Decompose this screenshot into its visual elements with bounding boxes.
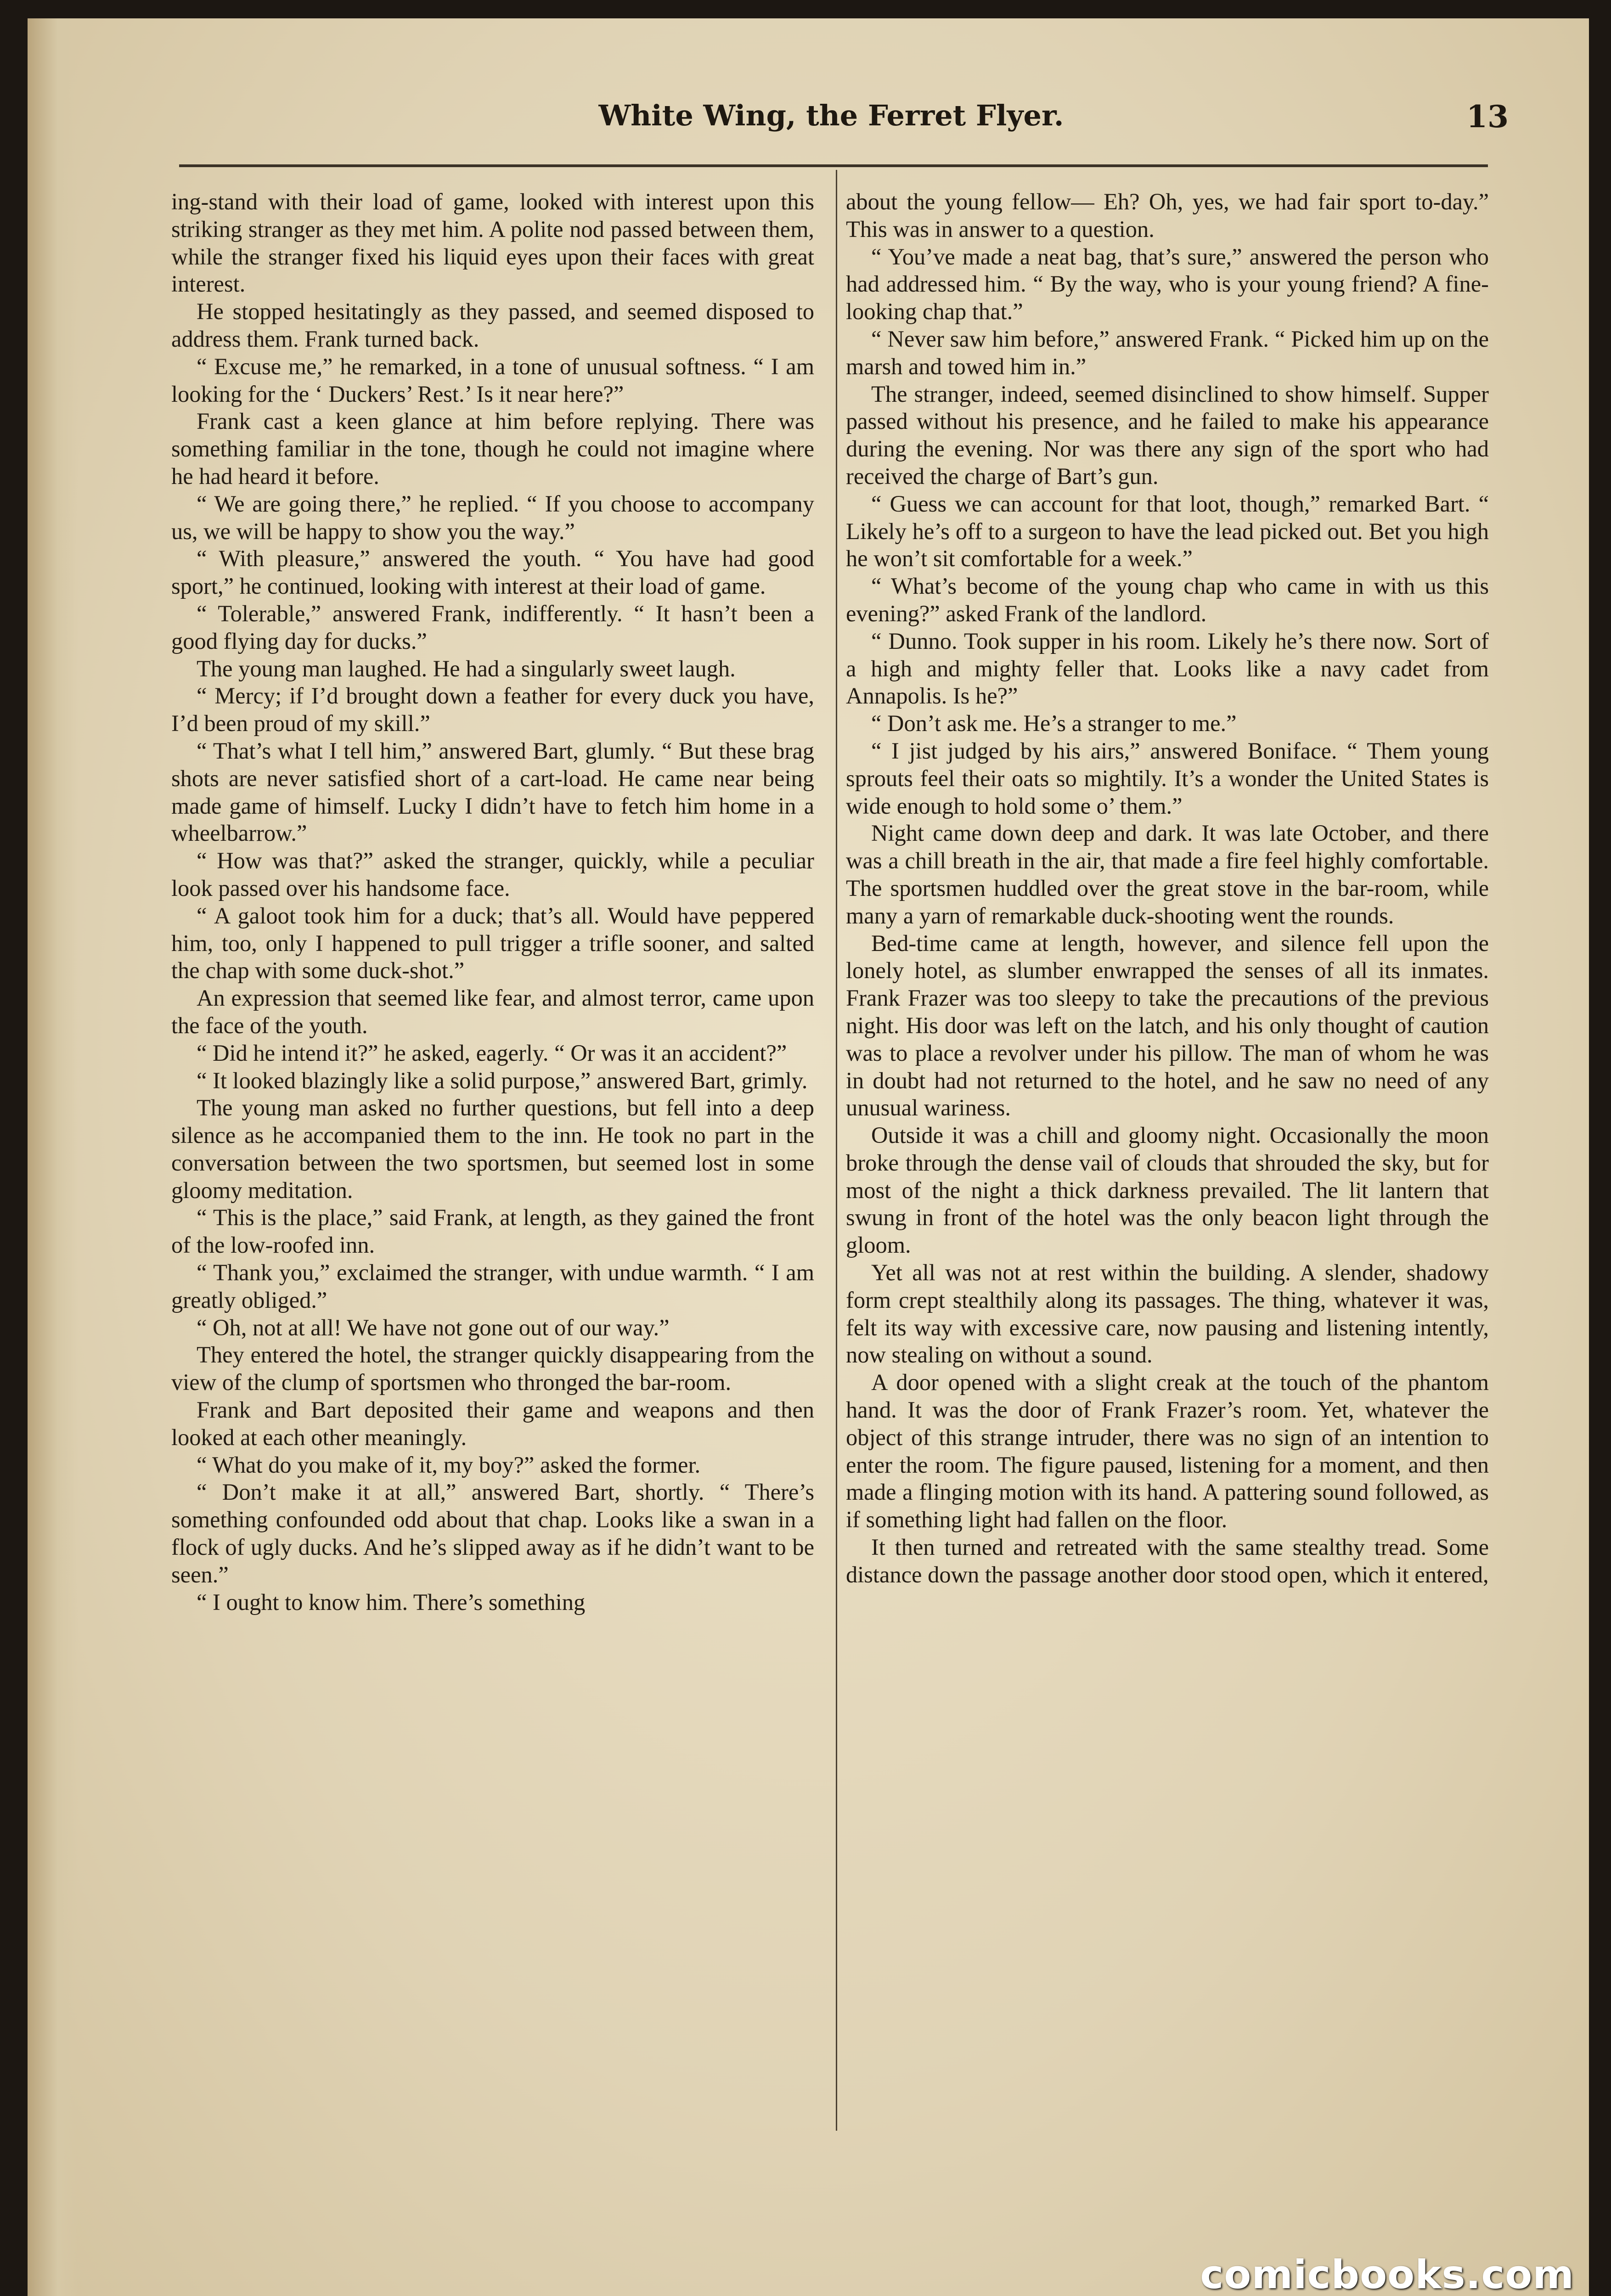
paragraph: “ How was that?” asked the stranger, quickly, while a peculiar look passed over his handsome face. — [171, 848, 814, 901]
right-column — [846, 188, 1489, 2144]
binding-shadow — [28, 18, 78, 2296]
paragraph: “ Don’t make it at all,” answered Bart, shortly. “ There’s something confounded odd about that chap. Looks like a swan in a flock of ugly ducks. And he’s slipped away as if he didn’t want to be seen.” — [171, 1479, 814, 1587]
paragraph: “ Mercy; if I’d brought down a feather for every duck you have, I’d been proud of my skill.” — [171, 683, 814, 737]
paragraph: “ I jist judged by his airs,” answered Boniface. “ Them young sprouts feel their oats so mightily. It’s a wonder the United States is wide enough to hold some o’ them.” — [846, 737, 1489, 819]
header-rule — [179, 164, 1488, 167]
paragraph: “ With pleasure,” answered the youth. “ You have had good sport,” he continued, looking with interest at their load of game. — [171, 546, 814, 599]
paragraph: Frank cast a keen glance at him before replying. There was something familiar in the tone, though he could not imagine where he had heard it before. — [171, 408, 814, 489]
paragraph: Bed-time came at length, however, and silence fell upon the lonely hotel, as slumber enwrapped the senses of all its inmates. Frank Frazer was too sleepy to take the precautions of the previous night. His door was left on the latch, and his only thought of caution was to place a revolver under his pillow. The man of whom he was in doubt had not returned to the hotel, and he saw no need of any unusual wariness. — [846, 930, 1489, 1121]
site-watermark: comicbooks.com — [1200, 2252, 1574, 2296]
left-column — [171, 188, 814, 2144]
paragraph: “ Never saw him before,” answered Frank. “ Picked him up on the marsh and towed him in.” — [846, 326, 1489, 379]
paragraph: “ What’s become of the young chap who came in with us this evening?” asked Frank of the landlord. — [846, 573, 1489, 626]
paragraph: “ Dunno. Took supper in his room. Likely he’s there now. Sort of a high and mighty feller that. Looks like a navy cadet from Annapolis. Is he?” — [846, 628, 1489, 709]
paragraph: “ Did he intend it?” he asked, eagerly. “ Or was it an accident?” — [197, 1040, 787, 1066]
running-title: White Wing, the Ferret Flyer. — [598, 99, 1064, 132]
paragraph: “ Thank you,” exclaimed the stranger, with undue warmth. “ I am greatly obliged.” — [171, 1260, 814, 1313]
paragraph: “ You’ve made a neat bag, that’s sure,” answered the person who had addressed him. “ By the way, who is your young friend? A fine-looking chap that.” — [846, 243, 1489, 325]
paragraph: Yet all was not at rest within the building. A slender, shadowy form crept stealthily along its passages. The thing, whatever it was, felt its way with excessive care, now pausing and listening intently, now stealing on without a sound. — [846, 1260, 1489, 1368]
paragraph: He stopped hesitatingly as they passed, and seemed disposed to address them. Frank turned back. — [171, 298, 814, 352]
column-rule — [836, 170, 837, 2131]
paragraph: It then turned and retreated with the same stealthy tread. Some distance down the passage another door stood open, which it entered, — [846, 1534, 1489, 1587]
paragraph: They entered the hotel, the stranger quickly disappearing from the view of the clump of sportsmen who thronged the bar-room. — [171, 1342, 814, 1396]
paragraph: The stranger, indeed, seemed disinclined to show himself. Supper passed without his presence, and he failed to make his appearance during the evening. Nor was there any sign of the sport who had received the charge of Bart’s gun. — [846, 381, 1489, 489]
paragraph: “ What do you make of it, my boy?” asked the former. — [197, 1452, 701, 1478]
paragraph: “ That’s what I tell him,” answered Bart, glumly. “ But these brag shots are never satisfied short of a cart-load. He came near being made game of himself. Lucky I didn’t have to fetch him home in a wheelbarrow.” — [171, 737, 814, 846]
paragraph: An expression that seemed like fear, and almost terror, came upon the face of the youth. — [171, 985, 814, 1038]
paragraph: ing-stand with their load of game, looked with interest upon this striking stranger as they met him. A polite nod passed between them, while the stranger fixed his liquid eyes upon their faces with great interest. — [171, 189, 814, 297]
page-number: 13 — [1466, 99, 1509, 135]
paragraph: “ Tolerable,” answered Frank, indifferently. “ It hasn’t been a good flying day for ducks.” — [171, 600, 814, 654]
paragraph: “ Don’t ask me. He’s a stranger to me.” — [871, 710, 1237, 737]
paragraph: “ Oh, not at all! We have not gone out of our way.” — [197, 1314, 670, 1340]
paragraph: A door opened with a slight creak at the touch of the phantom hand. It was the door of Frank Frazer’s room. Yet, whatever the object of this strange intruder, there was no sign of an intention to enter the room. The figure paused, listening for a moment, and then made a flinging motion with its hand. A pattering sound followed, as if something light had fallen on the floor. — [846, 1369, 1489, 1533]
paper-sheet — [28, 18, 1589, 2296]
paragraph: “ I ought to know him. There’s something — [197, 1589, 586, 1615]
paragraph: The young man laughed. He had a singularly sweet laugh. — [197, 655, 736, 681]
paragraph: Night came down deep and dark. It was late October, and there was a chill breath in the air, that made a fire feel highly comfortable. The sportsmen huddled over the great stove in the bar-room, while many a yarn of remarkable duck-shooting went the rounds. — [846, 820, 1489, 929]
paragraph: “ Guess we can account for that loot, though,” remarked Bart. “ Likely he’s off to a surgeon to have the lead picked out. Bet you high he won’t sit comfortable for a week.” — [846, 490, 1489, 572]
paragraph: “ This is the place,” said Frank, at length, as they gained the front of the low-roofed inn. — [171, 1204, 814, 1258]
paragraph: Frank and Bart deposited their game and weapons and then looked at each other meaningly. — [171, 1397, 814, 1450]
paragraph: “ It looked blazingly like a solid purpose,” answered Bart, grimly. — [197, 1067, 808, 1093]
paragraph: “ We are going there,” he replied. “ If you choose to accompany us, we will be happy to show you the way.” — [171, 490, 814, 544]
paragraph: “ Excuse me,” he remarked, in a tone of unusual softness. “ I am looking for the ‘ Duckers’ Rest.’ Is it near here?” — [171, 353, 814, 407]
paragraph: about the young fellow— Eh? Oh, yes, we had fair sport to-day.” This was in answer to a question. — [846, 189, 1489, 242]
paragraph: “ A galoot took him for a duck; that’s all. Would have peppered him, too, only I happened to pull trigger a trifle sooner, and salted the chap with some duck-shot.” — [171, 902, 814, 984]
paragraph: The young man asked no further questions, but fell into a deep silence as he accompanied them to the inn. He took no part in the conversation between the two sportsmen, but seemed lost in some gloomy meditation. — [171, 1095, 814, 1203]
paragraph: Outside it was a chill and gloomy night. Occasionally the moon broke through the dense vail of clouds that shrouded the sky, but for most of the night a thick darkness prevailed. The lit lantern that swung in front of the hotel was the only beacon light through the gloom. — [846, 1122, 1489, 1258]
